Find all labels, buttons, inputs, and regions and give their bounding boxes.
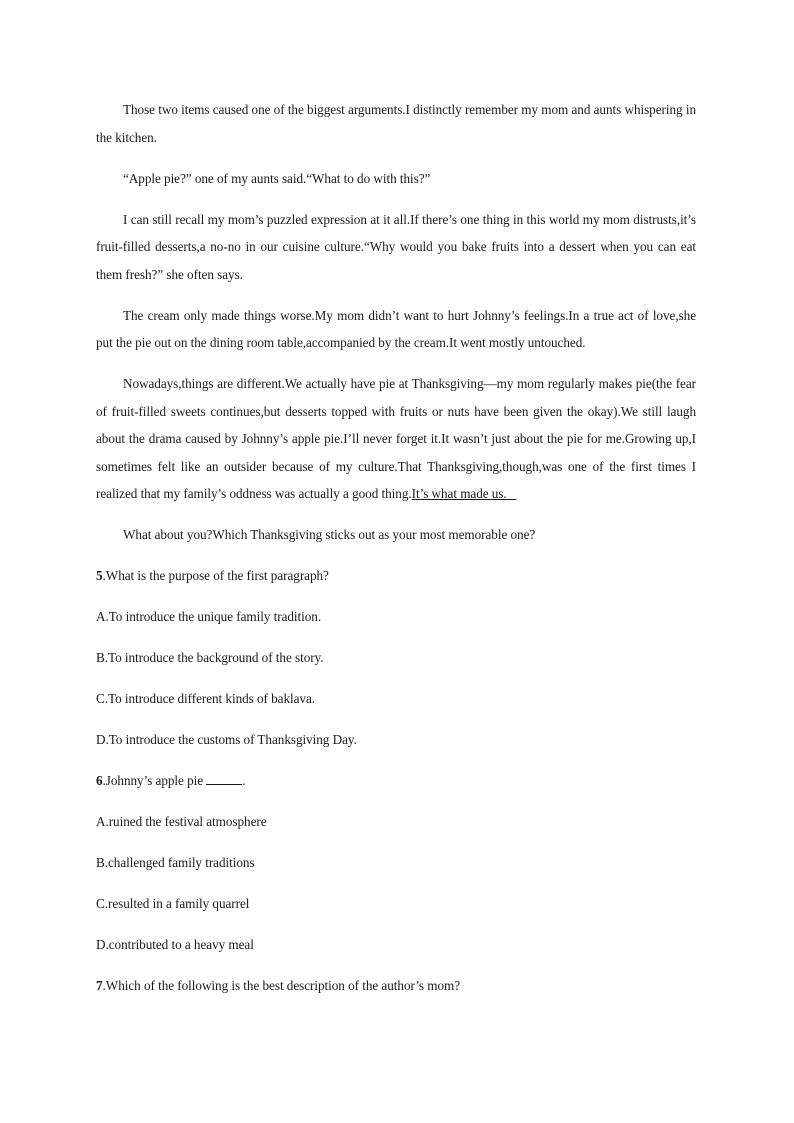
- passage-paragraph-2: “Apple pie?” one of my aunts said.“What to do with this?”: [123, 170, 431, 186]
- passage-paragraph-4: The cream only made things worse.My mom didn’t want to hurt Johnny’s feelings.In a true act of love,she put the pie out on the dining room table,accompanied by the cream.It went mostly untouched.: [96, 307, 696, 350]
- question-text: .Johnny’s apple pie: [102, 773, 207, 788]
- question-7: [96, 972, 696, 1000]
- passage-paragraph-5: [96, 370, 696, 508]
- question-number: 5: [96, 568, 103, 583]
- option-5d: D.To introduce the customs of Thanksgiving Day.: [96, 732, 357, 747]
- question-number: 6: [96, 773, 103, 788]
- answer-blank: [206, 772, 242, 785]
- option-5c: C.To introduce different kinds of baklava.: [96, 691, 316, 706]
- passage-paragraph-3: I can still recall my mom’s puzzled expression at it all.If there’s one thing in this world my mom distrusts,it’s fruit-filled desserts,a no-no in our cuisine culture.“Why would you bake fruits into a dessert when you can eat them fresh?” she often says.: [96, 211, 696, 282]
- option-6d: D.contributed to a heavy meal: [96, 937, 254, 952]
- underline-tail: [507, 486, 517, 501]
- question-text: .What is the purpose of the first paragraph?: [102, 568, 329, 583]
- option-6a: A.ruined the festival atmosphere: [96, 814, 267, 829]
- option-6b: B.challenged family traditions: [96, 855, 255, 870]
- question-5: [96, 562, 696, 590]
- option-6c: C.resulted in a family quarrel: [96, 896, 250, 911]
- passage-paragraph-1: Those two items caused one of the biggest arguments.I distinctly remember my mom and aunts whispering in the kitchen.: [96, 102, 696, 145]
- document-page: [96, 96, 696, 1000]
- question-6: [96, 767, 696, 795]
- question-number: 7: [96, 978, 103, 993]
- passage-paragraph-6: What about you?Which Thanksgiving sticks out as your most memorable one?: [123, 527, 536, 542]
- underlined-sentence: It’s what made us.: [411, 486, 507, 501]
- option-5a: A.To introduce the unique family tradition.: [96, 609, 322, 624]
- question-text: .Which of the following is the best description of the author’s mom?: [102, 978, 461, 993]
- option-5b: B.To introduce the background of the story.: [96, 650, 324, 665]
- paragraph-5-text: Nowadays,things are different.We actually have pie at Thanksgiving—my mom regularly makes pie(the fear of fruit-filled sweets continues,but desserts topped with fruits or nuts have been given the okay).We still laugh about the drama caused by Johnny’s apple pie.I’ll never forget it.It wasn’t just about the pie for me.Growing up,I sometimes felt like an outsider because of my culture.That Thanksgiving,though,was one of the first times I realized that my family’s oddness was actually a good thing.: [96, 376, 696, 501]
- question-text-end: .: [242, 773, 246, 788]
